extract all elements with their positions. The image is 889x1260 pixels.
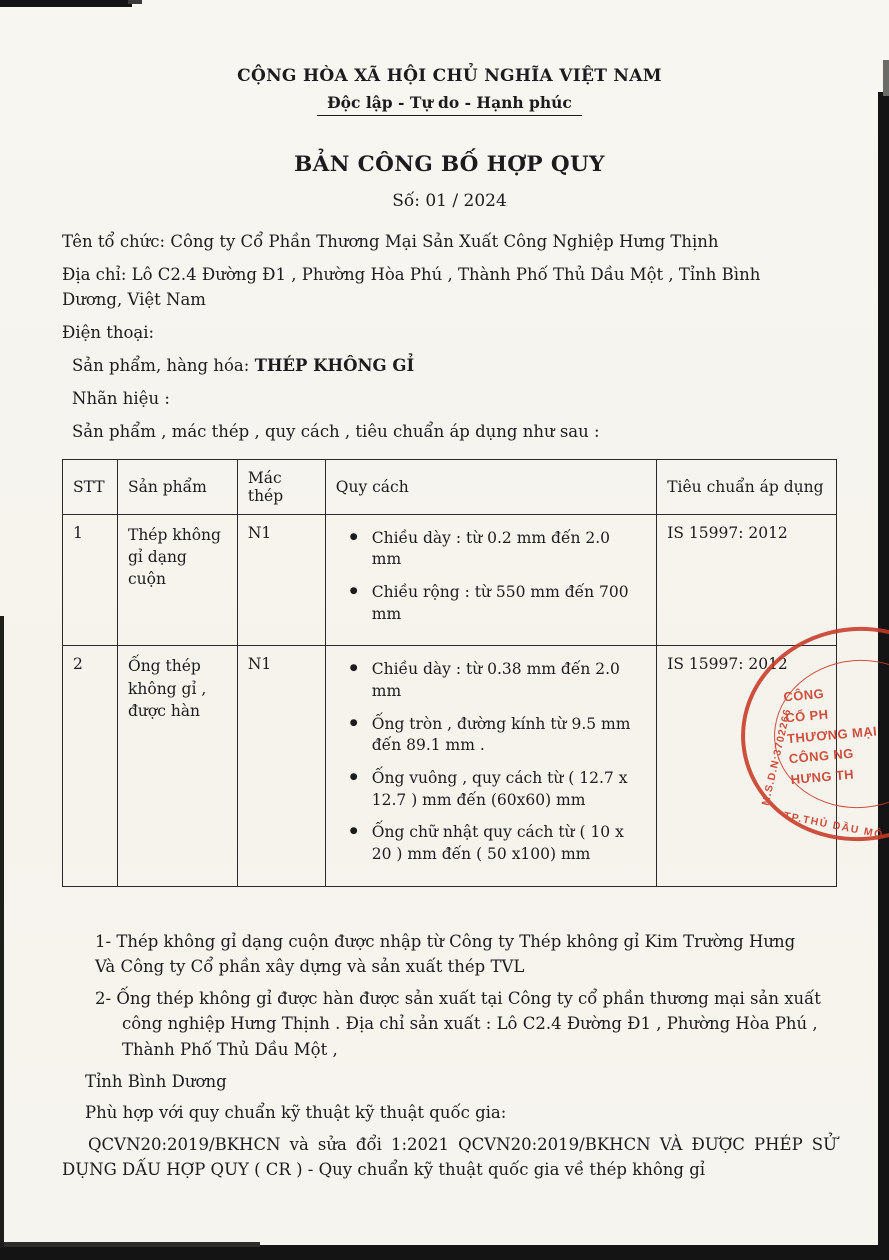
table-header-row [63,459,837,514]
stamp-registration-number: M.S.D.N:3702266 [759,707,794,807]
document-body [62,229,837,445]
column-header-stt: STT [63,459,118,514]
column-header-tieu-chuan: Tiêu chuẩn áp dụng [657,459,837,514]
cell-mac-thep: N1 [237,646,325,887]
quy-cach-item: ● Chiều rộng : từ 550 mm đến 700 mm [350,582,644,625]
specification-table [62,459,837,887]
cell-stt: 2 [63,646,118,887]
brand-line: Nhãn hiệu : [72,389,170,409]
quy-cach-item: ● Ống tròn , đường kính từ 9.5 mm đến 89.1 mm . [350,714,644,757]
note-standard: QCVN20:2019/BKHCN và sửa đổi 1:2021 QCVN20:2019/BKHCN VÀ ĐƯỢC PHÉP SỬ DỤNG DẤU HỢP QUY ( CR ) - Quy chuẩn kỹ thuật quốc gia về thép không gỉ [62,1134,837,1180]
scan-edge-top [0,0,132,7]
national-motto: Độc lập - Tự do - Hạnh phúc [317,93,582,116]
cell-tieu-chuan: IS 15997: 2012 [657,514,837,646]
organization-line: Tên tổ chức: Công ty Cổ Phần Thương Mại Sản Xuất Công Nghiệp Hưng Thịnh [62,232,719,251]
column-header-san-pham: Sản phẩm [117,459,237,514]
cell-mac-thep: N1 [237,514,325,646]
cell-san-pham: Thép không gỉ dạng cuộn [117,514,237,646]
cell-san-pham: Ống thép không gỉ , được hàn [117,646,237,887]
cell-tieu-chuan: IS 15997: 2012 [657,646,837,887]
table-row [63,514,837,646]
address-line: Địa chỉ: Lô C2.4 Đường Đ1 , Phường Hòa Phú , Thành Phố Thủ Dầu Một , Tỉnh Bình Dương, Việt Nam [62,265,761,310]
note-1: 1- Thép không gỉ dạng cuộn được nhập từ Công ty Thép không gỉ Kim Trường Hưng Và Công ty Cổ phần xây dựng và sản xuất thép TVL [95,931,796,977]
note-province: Tỉnh Bình Dương [85,1071,227,1091]
table-intro-line: Sản phẩm , mác thép , quy cách , tiêu chuẩn áp dụng như sau : [72,422,600,442]
stamp-text-line: CỔ PH [784,706,829,726]
document-title: BẢN CÔNG BỐ HỢP QUY [294,152,605,177]
quy-cach-item: ● Ống vuông , quy cách từ ( 12.7 x 12.7 ) mm đến (60x60) mm [350,768,644,811]
scan-edge-left [0,616,4,1248]
quy-cach-item: ● Chiều dày : từ 0.38 mm đến 2.0 mm [350,659,644,702]
scan-edge-bottom [0,1245,889,1260]
product-value: THÉP KHÔNG GỈ [254,356,415,376]
document-content [62,66,837,1183]
cell-quy-cach [325,514,656,646]
national-header-line2 [62,93,837,112]
scan-edge-top-notch [128,0,142,4]
table-row [63,646,837,887]
stamp-text-line: THƯƠNG MẠI [786,723,878,746]
stamp-text-line: CÔNG [782,685,825,705]
notes-section [62,929,837,1183]
product-line [72,353,837,378]
column-header-mac-thep: Mác thép [237,459,325,514]
quy-cach-item: ● Chiều dày : từ 0.2 mm đến 2.0 mm [350,528,644,571]
stamp-city-text: TP.THỦ DẦU MỘ [782,809,885,842]
column-header-quy-cach: Quy cách [325,459,656,514]
stamp-company-name [783,680,882,791]
stamp-text-line: CÔNG NG [788,745,855,767]
company-stamp [732,617,889,851]
document-number: Số: 01 / 2024 [392,191,507,211]
cell-stt: 1 [63,514,118,646]
note-conformity: Phù hợp với quy chuẩn kỹ thuật kỹ thuật quốc gia: [85,1103,507,1123]
scan-edge-bottom-2 [0,1242,260,1247]
product-label: Sản phẩm, hàng hóa: [72,356,255,376]
note-2: 2- Ống thép không gỉ được hàn được sản xuất tại Công ty cổ phần thương mại sản xuất công nghiệp Hưng Thịnh . Địa chỉ sản xuất : Lô C2.4 Đường Đ1 , Phường Hòa Phú , Thành Phố Thủ Dầu Một , [95,988,821,1060]
stamp-text-line: HƯNG TH [790,766,855,788]
quy-cach-list [336,528,648,626]
national-header-line1: CỘNG HÒA XÃ HỘI CHỦ NGHĨA VIỆT NAM [237,66,662,86]
phone-line: Điện thoại: [62,323,155,343]
cell-quy-cach [325,646,656,887]
scan-smudge-right [883,60,889,96]
quy-cach-list [336,659,648,866]
quy-cach-item: ● Ống chữ nhật quy cách từ ( 10 x 20 ) mm đến ( 50 x100) mm [350,822,644,865]
